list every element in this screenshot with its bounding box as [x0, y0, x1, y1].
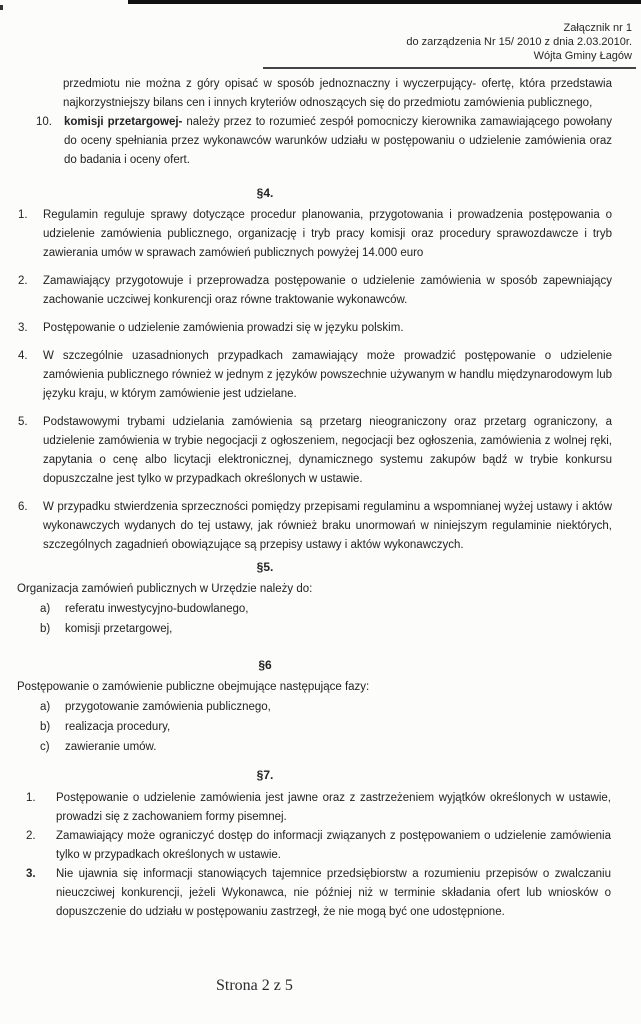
- numbered-item: [0, 827, 641, 865]
- section-heading-7: §7.: [256, 768, 274, 782]
- item-number: 4.: [18, 350, 28, 362]
- item-number: 1.: [18, 209, 28, 221]
- page-number-footer: Strona 2 z 5: [216, 977, 293, 994]
- item-text: Zamawiający może ograniczyć dostęp do informacji związanych z postępowaniem o udzielenie zamówienia tylko w przypadkach określonych w ustawie.: [56, 830, 611, 861]
- item-text: Postępowanie o udzielenie zamówienia prowadzi się w języku polskim.: [43, 322, 404, 334]
- lettered-item: [0, 600, 641, 619]
- item-text: realizacja procedury,: [65, 721, 171, 733]
- item-number: 5.: [18, 416, 28, 428]
- definition-text: należy przez to rozumieć zespół pomocniczy kierownika zamawiającego powołany do oceny spełniania przez wykonawców warunków udziału w postępowaniu o udzielenie zamówienia oraz do badania i oceny ofert.: [64, 116, 612, 166]
- item-text: Zamawiający przygotowuje i przeprowadza postępowanie o udzielenie zamówienia w sposób zapewniający zachowanie uczciwej konkurencji oraz równe traktowanie wykonawców.: [43, 275, 612, 306]
- definitions-continuation: [0, 75, 641, 170]
- section-6-intro: Postępowanie o zamówienie publiczne obejmujące następujące fazy:: [17, 681, 370, 693]
- header-rule: [263, 67, 636, 69]
- defined-term: komisji przetargowej-: [64, 116, 183, 128]
- section-5: [0, 558, 641, 639]
- scan-artifact-speck: [0, 5, 3, 10]
- numbered-item: [0, 789, 641, 827]
- section-heading-5: §5.: [256, 560, 274, 574]
- lettered-item: [0, 718, 641, 737]
- item-marker: b): [40, 623, 51, 635]
- item-text: W przypadku stwierdzenia sprzeczności pomiędzy przepisami regulaminu a wspomnianej wyżej ustawy i aktów wykonawczych wydanych do tej ustawy, jak również braku unormowań w niniejszym regulaminie niektórych, szczególnych zagadnień obowiązujące są przepisy ustawy i aktów wykonawczych.: [43, 501, 612, 551]
- attachment-header-line-1: Załącznik nr 1: [563, 22, 632, 34]
- lettered-item: [0, 738, 641, 757]
- item-text: zawieranie umów.: [65, 741, 157, 753]
- item-marker: a): [40, 701, 51, 713]
- numbered-item: [0, 498, 641, 555]
- attachment-header-line-2: do zarządzenia Nr 15/ 2010 z dnia 2.03.2010r.: [406, 36, 632, 48]
- section-heading-6: §6: [258, 658, 272, 672]
- numbered-item: [0, 865, 641, 922]
- section-5-intro: Organizacja zamówień publicznych w Urzędzie należy do:: [17, 583, 313, 595]
- item-marker: a): [40, 603, 51, 615]
- numbered-item: [0, 206, 641, 263]
- section-7-list: [0, 789, 641, 922]
- item-number: 2.: [26, 830, 36, 842]
- item-text: Nie ujawnia się informacji stanowiących tajemnice przedsiębiorstw a rozumieniu przepisów o zwalczaniu nieuczciwej konkurencji, jeżeli Wykonawca, nie później niż w terminie składania ofert lub wniosków o dopuszczenie do udziału w postępowaniu zastrzegł, że nie mogą być one udostępnione.: [56, 868, 611, 918]
- item-marker: b): [40, 721, 51, 733]
- attachment-header-line-3: Wójta Gminy Łagów: [533, 50, 632, 62]
- numbered-item: [0, 319, 641, 338]
- item-text: komisji przetargowej,: [65, 623, 173, 635]
- numbered-item: [0, 413, 641, 489]
- item-number: 1.: [26, 792, 36, 804]
- definition-item-10: [0, 113, 641, 170]
- item-text: Podstawowymi trybami udzielania zamówienia są przetarg nieograniczony oraz przetarg ograniczony, a udzielenie zamówienia w trybie negocjacji z ogłoszeniem, negocjacji bez ogłoszenia, zamówienia z wolnej ręki, zapytania o cenę albo licytacji elektronicznej, dynamicznego systemu zakupów bądź w trybie konkursu dopuszczalne jest tylko w przypadkach określonych w ustawie.: [43, 416, 612, 485]
- item-number: 3.: [18, 322, 28, 334]
- lettered-item: [0, 620, 641, 639]
- item-number: 10.: [36, 116, 52, 128]
- item-text: referatu inwestycyjno-budowlanego,: [65, 603, 249, 615]
- item-text: przygotowanie zamówienia publicznego,: [65, 701, 271, 713]
- item-text: Postępowanie o udzielenie zamówienia jest jawne oraz z zastrzeżeniem wyjątków określonych w ustawie, prowadzi się z zachowaniem formy pisemnej.: [56, 792, 611, 823]
- numbered-item: [0, 272, 641, 310]
- section-6: [0, 656, 641, 757]
- item-number: 6.: [18, 501, 28, 513]
- item-number: 3.: [26, 868, 36, 880]
- section-7: [0, 766, 641, 922]
- item-text: Regulamin reguluje sprawy dotyczące procedur planowania, przygotowania i prowadzenia postępowania o udzielenie zamówienia publicznego, organizację i tryb pracy komisji oraz procedury sprawozdawcze i tryb zawierania umów w sprawach zamówień publicznych powyżej 14.000 euro: [43, 209, 612, 259]
- item-text: W szczególnie uzasadnionych przypadkach zamawiający może prowadzić postępowanie o udzielenie zamówienia publicznego również w jednym z języków powszechnie używanym w handlu międzynarodowym lub języku kraju, w którym zamówienie jest udzielane.: [43, 350, 612, 400]
- scan-artifact-bar: [128, 0, 641, 4]
- numbered-item: [0, 347, 641, 404]
- paragraph-continuation: przedmiotu nie można z góry opisać w sposób jednoznaczny i wyczerpujący- ofertę, która przedstawia najkorzystniejszy bilans cen i innych kryteriów odnoszących się do przedmiotu zamówienia publicznego,: [63, 78, 612, 109]
- item-marker: c): [40, 741, 50, 753]
- section-heading-4: §4.: [256, 186, 274, 200]
- attachment-header: [0, 21, 632, 63]
- section-4: [0, 184, 641, 564]
- section-4-list: [0, 206, 641, 555]
- item-number: 2.: [18, 275, 28, 287]
- lettered-item: [0, 698, 641, 717]
